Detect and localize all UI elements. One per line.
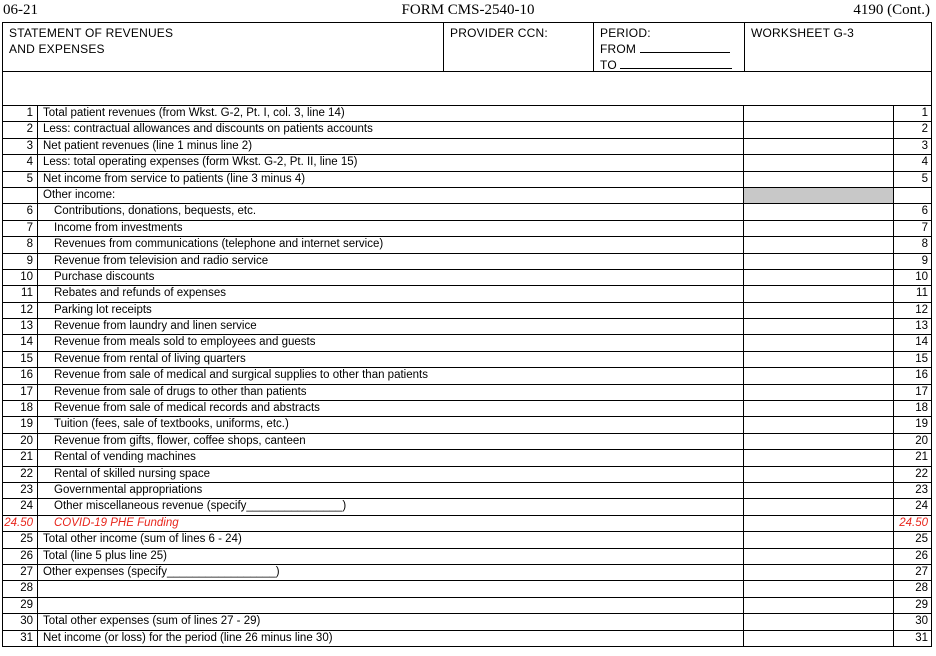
line-description: Other income: bbox=[38, 188, 744, 203]
line-description: Parking lot receipts bbox=[38, 303, 744, 318]
line-number-right: 14 bbox=[894, 335, 932, 350]
line-number: 26 bbox=[2, 549, 38, 564]
table-row bbox=[2, 532, 932, 548]
line-description: Net patient revenues (line 1 minus line 2) bbox=[38, 139, 744, 154]
amount-cell[interactable] bbox=[744, 352, 894, 367]
line-number: 10 bbox=[2, 270, 38, 285]
amount-cell[interactable] bbox=[744, 516, 894, 531]
line-number: 19 bbox=[2, 417, 38, 432]
statement-title-line2: AND EXPENSES bbox=[9, 42, 105, 56]
line-description bbox=[38, 598, 744, 613]
form-revision-date: 06-21 bbox=[3, 2, 38, 18]
line-description: Revenue from television and radio service bbox=[38, 254, 744, 269]
amount-cell[interactable] bbox=[744, 598, 894, 613]
table-row bbox=[2, 614, 932, 630]
line-number: 5 bbox=[2, 172, 38, 187]
line-description: Other expenses (specify_________________) bbox=[38, 565, 744, 580]
line-number-right: 5 bbox=[894, 172, 932, 187]
line-number-right: 21 bbox=[894, 450, 932, 465]
line-number: 16 bbox=[2, 368, 38, 383]
line-number: 7 bbox=[2, 221, 38, 236]
line-number-right: 26 bbox=[894, 549, 932, 564]
line-number-right: 20 bbox=[894, 434, 932, 449]
line-number: 9 bbox=[2, 254, 38, 269]
table-row bbox=[2, 204, 932, 220]
amount-cell[interactable] bbox=[744, 631, 894, 646]
line-number-right: 19 bbox=[894, 417, 932, 432]
amount-cell[interactable] bbox=[744, 450, 894, 465]
table-row bbox=[2, 254, 932, 270]
worksheet-box bbox=[744, 22, 932, 72]
line-number: 21 bbox=[2, 450, 38, 465]
line-number: 28 bbox=[2, 581, 38, 596]
line-number: 24.50 bbox=[2, 516, 38, 531]
line-description: Other miscellaneous revenue (specify_______________) bbox=[38, 499, 744, 514]
line-items-table bbox=[2, 105, 932, 647]
table-row bbox=[2, 368, 932, 384]
table-row bbox=[2, 467, 932, 483]
table-row bbox=[2, 172, 932, 188]
amount-cell[interactable] bbox=[744, 467, 894, 482]
amount-cell[interactable] bbox=[744, 270, 894, 285]
amount-cell[interactable] bbox=[744, 335, 894, 350]
line-description: Contributions, donations, bequests, etc. bbox=[38, 204, 744, 219]
table-row bbox=[2, 434, 932, 450]
amount-cell[interactable] bbox=[744, 172, 894, 187]
line-number: 23 bbox=[2, 483, 38, 498]
line-description: Governmental appropriations bbox=[38, 483, 744, 498]
line-number: 18 bbox=[2, 401, 38, 416]
line-description: Total patient revenues (from Wkst. G-2, Pt. I, col. 3, line 14) bbox=[38, 106, 744, 121]
line-description: Revenue from sale of medical and surgical supplies to other than patients bbox=[38, 368, 744, 383]
line-description bbox=[38, 581, 744, 596]
line-description: Net income from service to patients (line 3 minus 4) bbox=[38, 172, 744, 187]
table-row bbox=[2, 499, 932, 515]
period-from-label: FROM bbox=[600, 42, 637, 56]
line-number-right: 6 bbox=[894, 204, 932, 219]
line-number-right: 25 bbox=[894, 532, 932, 547]
table-row bbox=[2, 549, 932, 565]
line-number: 30 bbox=[2, 614, 38, 629]
line-description: Purchase discounts bbox=[38, 270, 744, 285]
line-number-right: 2 bbox=[894, 122, 932, 137]
amount-cell[interactable] bbox=[744, 549, 894, 564]
line-description: Revenue from meals sold to employees and guests bbox=[38, 335, 744, 350]
line-number: 6 bbox=[2, 204, 38, 219]
line-number: 4 bbox=[2, 155, 38, 170]
period-to-label: TO bbox=[600, 58, 617, 72]
line-number-right: 17 bbox=[894, 385, 932, 400]
line-number: 24 bbox=[2, 499, 38, 514]
line-description: Total (line 5 plus line 25) bbox=[38, 549, 744, 564]
line-description: Rental of skilled nursing space bbox=[38, 467, 744, 482]
statement-title-line1: STATEMENT OF REVENUES bbox=[9, 26, 174, 40]
table-row bbox=[2, 122, 932, 138]
line-number-right bbox=[894, 188, 932, 203]
line-number-right: 31 bbox=[894, 631, 932, 646]
amount-cell[interactable] bbox=[744, 204, 894, 219]
amount-cell[interactable] bbox=[744, 106, 894, 121]
line-number-right: 1 bbox=[894, 106, 932, 121]
line-number: 3 bbox=[2, 139, 38, 154]
line-number: 27 bbox=[2, 565, 38, 580]
amount-cell[interactable] bbox=[744, 614, 894, 629]
line-description: COVID-19 PHE Funding bbox=[38, 516, 744, 531]
line-number: 25 bbox=[2, 532, 38, 547]
table-row bbox=[2, 450, 932, 466]
table-row bbox=[2, 581, 932, 597]
line-number-right: 8 bbox=[894, 237, 932, 252]
line-description: Net income (or loss) for the period (line 26 minus line 30) bbox=[38, 631, 744, 646]
line-description: Revenue from sale of drugs to other than patients bbox=[38, 385, 744, 400]
line-number-right: 22 bbox=[894, 467, 932, 482]
table-row bbox=[2, 385, 932, 401]
amount-cell[interactable] bbox=[744, 139, 894, 154]
period-from-field[interactable] bbox=[600, 41, 732, 57]
line-description: Revenue from laundry and linen service bbox=[38, 319, 744, 334]
line-number-right: 24.50 bbox=[894, 516, 932, 531]
line-number-right: 30 bbox=[894, 614, 932, 629]
table-row bbox=[2, 483, 932, 499]
amount-cell[interactable] bbox=[744, 368, 894, 383]
amount-cell[interactable] bbox=[744, 254, 894, 269]
line-number-right: 23 bbox=[894, 483, 932, 498]
table-row bbox=[2, 598, 932, 614]
line-number-right: 24 bbox=[894, 499, 932, 514]
amount-cell[interactable] bbox=[744, 565, 894, 580]
line-number-right: 11 bbox=[894, 286, 932, 301]
line-description: Less: contractual allowances and discounts on patients accounts bbox=[38, 122, 744, 137]
line-number-right: 27 bbox=[894, 565, 932, 580]
table-row bbox=[2, 516, 932, 532]
line-description: Revenue from sale of medical records and abstracts bbox=[38, 401, 744, 416]
line-description: Less: total operating expenses (form Wkst. G-2, Pt. II, line 15) bbox=[38, 155, 744, 170]
line-description: Total other income (sum of lines 6 - 24) bbox=[38, 532, 744, 547]
table-row bbox=[2, 352, 932, 368]
table-row bbox=[2, 335, 932, 351]
line-number: 31 bbox=[2, 631, 38, 646]
amount-cell[interactable] bbox=[744, 237, 894, 252]
line-description: Rebates and refunds of expenses bbox=[38, 286, 744, 301]
line-description: Revenue from gifts, flower, coffee shops, canteen bbox=[38, 434, 744, 449]
table-row bbox=[2, 319, 932, 335]
table-row bbox=[2, 401, 932, 417]
amount-cell[interactable] bbox=[744, 303, 894, 318]
line-number: 13 bbox=[2, 319, 38, 334]
line-number: 11 bbox=[2, 286, 38, 301]
table-row bbox=[2, 286, 932, 302]
line-number-right: 3 bbox=[894, 139, 932, 154]
line-description: Tuition (fees, sale of textbooks, uniforms, etc.) bbox=[38, 417, 744, 432]
line-number-right: 9 bbox=[894, 254, 932, 269]
line-number: 12 bbox=[2, 303, 38, 318]
table-row bbox=[2, 106, 932, 122]
amount-cell[interactable] bbox=[744, 155, 894, 170]
form-top-line bbox=[0, 0, 936, 22]
table-row bbox=[2, 565, 932, 581]
amount-cell[interactable] bbox=[744, 483, 894, 498]
header-spacer bbox=[2, 72, 932, 105]
table-row bbox=[2, 417, 932, 433]
table-row bbox=[2, 221, 932, 237]
line-number: 8 bbox=[2, 237, 38, 252]
amount-cell[interactable] bbox=[744, 581, 894, 596]
line-number: 22 bbox=[2, 467, 38, 482]
line-number: 1 bbox=[2, 106, 38, 121]
provider-ccn-label: PROVIDER CCN: bbox=[450, 26, 548, 40]
amount-cell[interactable] bbox=[744, 532, 894, 547]
amount-cell[interactable] bbox=[744, 286, 894, 301]
amount-cell[interactable] bbox=[744, 385, 894, 400]
line-number-right: 7 bbox=[894, 221, 932, 236]
table-row bbox=[2, 188, 932, 204]
line-number-right: 15 bbox=[894, 352, 932, 367]
amount-cell[interactable] bbox=[744, 434, 894, 449]
period-box bbox=[593, 22, 745, 72]
line-number-right: 18 bbox=[894, 401, 932, 416]
period-from-line bbox=[640, 41, 730, 53]
line-number: 20 bbox=[2, 434, 38, 449]
line-number: 17 bbox=[2, 385, 38, 400]
table-row bbox=[2, 303, 932, 319]
line-description: Revenue from rental of living quarters bbox=[38, 352, 744, 367]
line-number bbox=[2, 188, 38, 203]
line-number-right: 28 bbox=[894, 581, 932, 596]
line-number-right: 10 bbox=[894, 270, 932, 285]
amount-cell[interactable] bbox=[744, 319, 894, 334]
table-row bbox=[2, 237, 932, 253]
line-number: 15 bbox=[2, 352, 38, 367]
provider-ccn-box[interactable] bbox=[443, 22, 594, 72]
amount-cell[interactable] bbox=[744, 221, 894, 236]
line-number: 29 bbox=[2, 598, 38, 613]
period-to-line bbox=[620, 57, 732, 69]
line-number: 2 bbox=[2, 122, 38, 137]
table-row bbox=[2, 155, 932, 171]
line-number: 14 bbox=[2, 335, 38, 350]
statement-title-box bbox=[2, 22, 444, 72]
table-row bbox=[2, 631, 932, 647]
line-number-right: 29 bbox=[894, 598, 932, 613]
amount-cell-shaded bbox=[744, 188, 894, 203]
period-to-field[interactable] bbox=[600, 57, 732, 73]
amount-cell[interactable] bbox=[744, 122, 894, 137]
line-number-right: 13 bbox=[894, 319, 932, 334]
line-description: Total other expenses (sum of lines 27 - 29) bbox=[38, 614, 744, 629]
worksheet-label: WORKSHEET G-3 bbox=[751, 26, 855, 40]
table-row bbox=[2, 270, 932, 286]
line-number-right: 16 bbox=[894, 368, 932, 383]
line-number-right: 4 bbox=[894, 155, 932, 170]
form-section-number: 4190 (Cont.) bbox=[853, 2, 930, 18]
line-description: Rental of vending machines bbox=[38, 450, 744, 465]
amount-cell[interactable] bbox=[744, 499, 894, 514]
line-description: Income from investments bbox=[38, 221, 744, 236]
line-description: Revenues from communications (telephone and internet service) bbox=[38, 237, 744, 252]
table-row bbox=[2, 139, 932, 155]
amount-cell[interactable] bbox=[744, 401, 894, 416]
line-number-right: 12 bbox=[894, 303, 932, 318]
amount-cell[interactable] bbox=[744, 417, 894, 432]
form-number: FORM CMS-2540-10 bbox=[401, 2, 535, 18]
period-label: PERIOD: bbox=[600, 26, 651, 40]
